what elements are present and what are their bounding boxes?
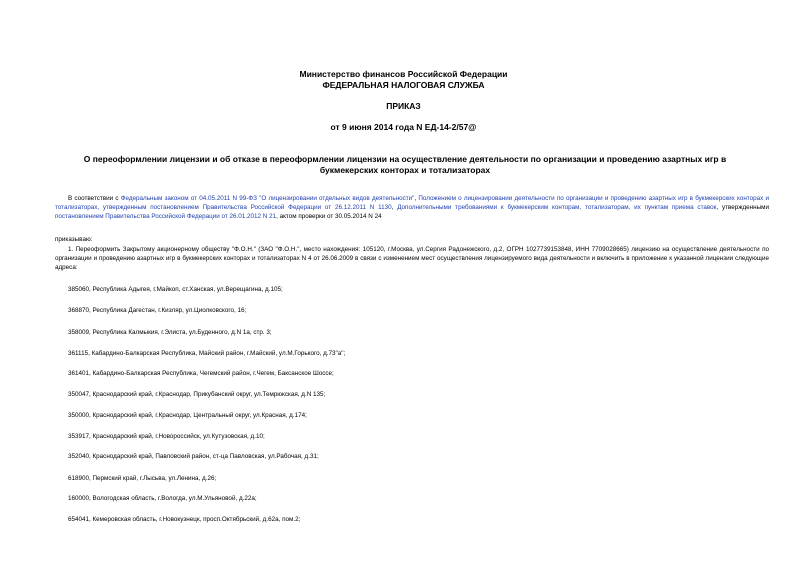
document-type: ПРИКАЗ bbox=[386, 101, 421, 111]
address-item: 385060, Республика Адыгея, г.Майкоп, ст.Ханская, ул.Верещагина, д.105; bbox=[68, 286, 283, 293]
address-item: 361401, Кабардино-Балкарская Республика, Чегемский район, г.Чегем, Баксанское Шоссе; bbox=[68, 370, 334, 377]
preamble-text: , утвержденными bbox=[716, 204, 769, 212]
address-item: 160000, Вологодская область, г.Вологда, ул.М.Ульяновой, д.22а; bbox=[68, 495, 257, 502]
address-item: 618900, Пермский край, г.Лысьва, ул.Ленина, д.26; bbox=[68, 475, 217, 482]
address-item: 358009, Республика Калмыкия, г.Элиста, ул.Буденного, д.N 1а, стр. 3; bbox=[68, 329, 272, 336]
resolution-link[interactable]: постановлением Правительства Российской Федерации от 26.01.2012 N 21 bbox=[55, 213, 277, 221]
document-title-line-2: букмекерских конторах и тотализаторах bbox=[319, 165, 491, 175]
preamble-text: , bbox=[414, 195, 419, 202]
address-item: 350047, Краснодарский край, г.Краснодар, Прикубанский округ, ул.Темрюкская, д.N 135; bbox=[68, 391, 326, 398]
order-word: приказываю: bbox=[55, 236, 93, 243]
document-date-number: от 9 июня 2014 года N ЕД-14-2/57@ bbox=[330, 122, 477, 132]
preamble-text: , bbox=[391, 204, 398, 212]
preamble-text: В соответствии с bbox=[68, 195, 121, 202]
address-item: 361115, Кабардино-Балкарская Республика, Майский район, г.Майский, ул.М.Горького, д.73"а"; bbox=[68, 350, 346, 357]
document-title-line-1: О переоформлении лицензии и об отказе в переоформлении лицензии на осуществление деятельности по организации и проведению азартных игр в bbox=[83, 154, 727, 164]
preamble-paragraph bbox=[55, 194, 769, 222]
address-item: 353917, Краснодарский край, г.Новороссийск, ул.Кутузовская, д.10; bbox=[68, 433, 265, 440]
ministry-name: Министерство финансов Российской Федерации bbox=[299, 69, 508, 79]
item-1-paragraph: 1. Переоформить Закрытому акционерному обществу "Ф.О.Н." (ЗАО "Ф.О.Н.", место нахождения: 105120, г.Москва, ул.Сергия Радонежского, д.2, ОГРН 1027739153848, ИНН 7709028665) лицензию на осуществление деятельности по организации и проведению азартных игр в букмекерских конторах и тотализаторах N 4 от 26.06.2009 в связи с изменением мест осуществления лицензируемого вида деятельности и включить в приложение к указанной лицензии следующие адреса: bbox=[55, 246, 769, 272]
address-item: 654041, Кемеровская область, г.Новокузнецк, просп.Октябрьский, д.62а, пом.2; bbox=[68, 516, 301, 523]
requirements-link[interactable]: Дополнительными требованиями к букмекерским конторам, тотализаторам, их пунктам приема ставок bbox=[397, 204, 717, 212]
address-item: 368870, Республика Дагестан, г.Кизляр, ул.Циолковского, 16; bbox=[68, 307, 247, 314]
address-item: 350000, Краснодарский край, г.Краснодар, Центральный округ, ул.Красная, д.174; bbox=[68, 412, 307, 419]
federal-law-link[interactable]: Федеральным законом от 04.05.2011 N 99-ФЗ "О лицензировании отдельных видов деятельности" bbox=[120, 195, 415, 202]
preamble-text: , актом проверки от 30.05.2014 N 24 bbox=[276, 213, 382, 221]
regulation-link[interactable]: Положением о лицензировании деятельности по организации и проведению азартных игр в букмекерских конторах и тотализаторах, утвержденным постановлением Правительства Российской Федерации от 26.12.2011 N 1130 bbox=[55, 195, 769, 212]
service-name: ФЕДЕРАЛЬНАЯ НАЛОГОВАЯ СЛУЖБА bbox=[322, 80, 485, 90]
address-item: 352040, Краснодарский край, Павловский район, ст-ца Павловская, ул.Рабочая, д.31; bbox=[68, 453, 319, 460]
